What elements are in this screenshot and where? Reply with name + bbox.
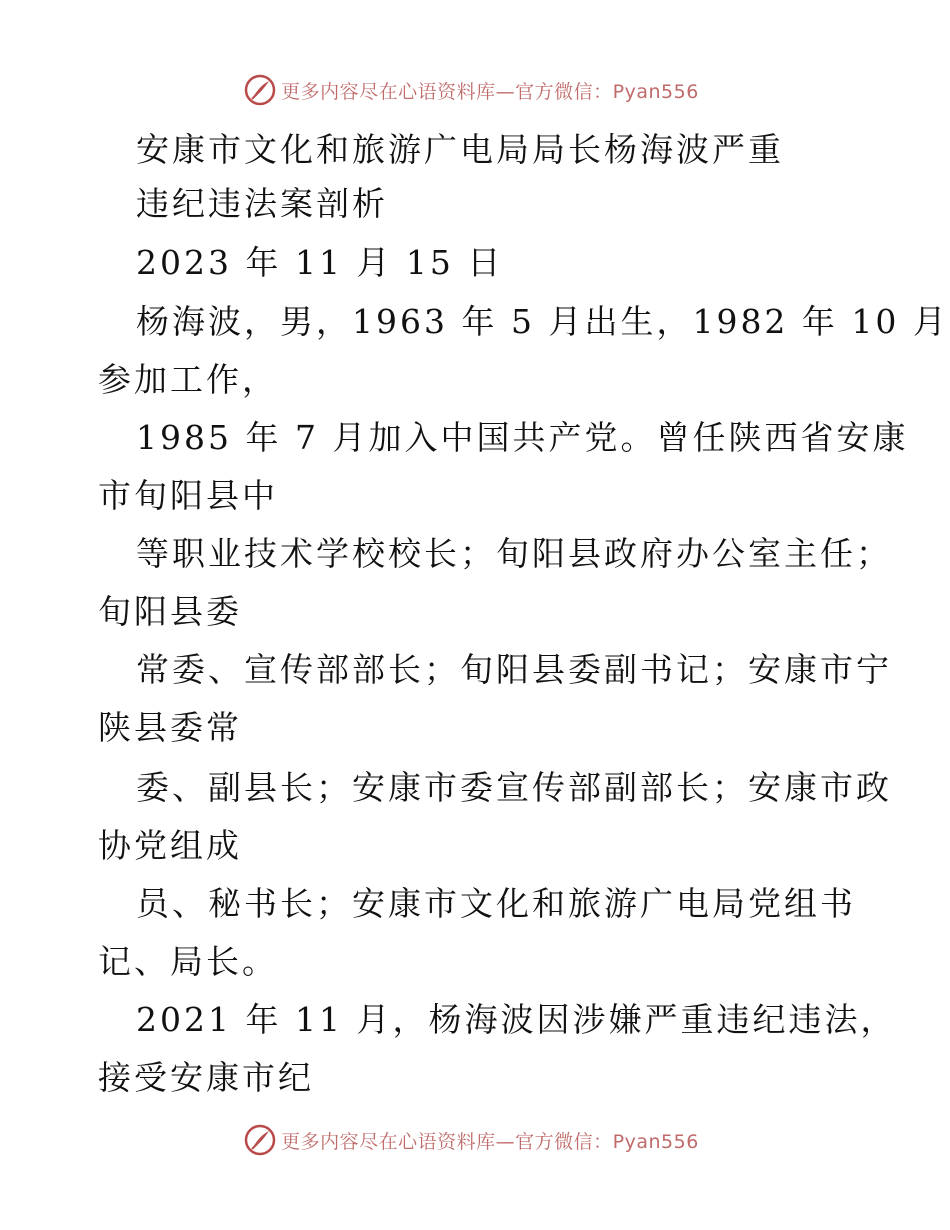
paragraph-line: 记、局长。 (98, 942, 278, 981)
feather-pen-icon (243, 73, 277, 107)
paragraph-line: 等职业技术学校校长；旬阳县政府办公室主任； (136, 534, 892, 573)
paragraph-line: 杨海波，男，1963 年 5 月出生，1982 年 10 月 (136, 302, 949, 341)
paragraph-line: 旬阳县委 (98, 592, 242, 631)
document-title-line-1: 安康市文化和旅游广电局局长杨海波严重 (136, 130, 784, 169)
header-banner-content (243, 73, 699, 107)
header-banner (0, 70, 950, 110)
paragraph-line: 协党组成 (98, 826, 242, 865)
paragraph-line: 员、秘书长；安康市文化和旅游广电局党组书 (136, 884, 856, 923)
banner-text: 更多内容尽在心语资料库—官方微信：Pyan556 (281, 80, 699, 103)
paragraph-line: 2021 年 11 月，杨海波因涉嫌严重违纪违法， (136, 1000, 897, 1039)
feather-pen-icon (243, 1123, 277, 1157)
document-date: 2023 年 11 月 15 日 (136, 243, 504, 282)
paragraph-line: 陕县委常 (98, 708, 242, 747)
banner-text: 更多内容尽在心语资料库—官方微信：Pyan556 (281, 1130, 699, 1153)
paragraph-line: 委、副县长；安康市委宣传部副部长；安康市政 (136, 768, 892, 807)
paragraph-line: 接受安康市纪 (98, 1058, 314, 1097)
paragraph-line: 参加工作， (98, 360, 278, 399)
footer-banner (0, 1120, 950, 1160)
paragraph-line: 常委、宣传部部长；旬阳县委副书记；安康市宁 (136, 650, 892, 689)
paragraph-line: 市旬阳县中 (98, 476, 278, 515)
footer-banner-content (243, 1123, 699, 1157)
paragraph-line: 1985 年 7 月加入中国共产党。曾任陕西省安康 (136, 418, 909, 457)
document-title-line-2: 违纪违法案剖析 (136, 184, 388, 223)
